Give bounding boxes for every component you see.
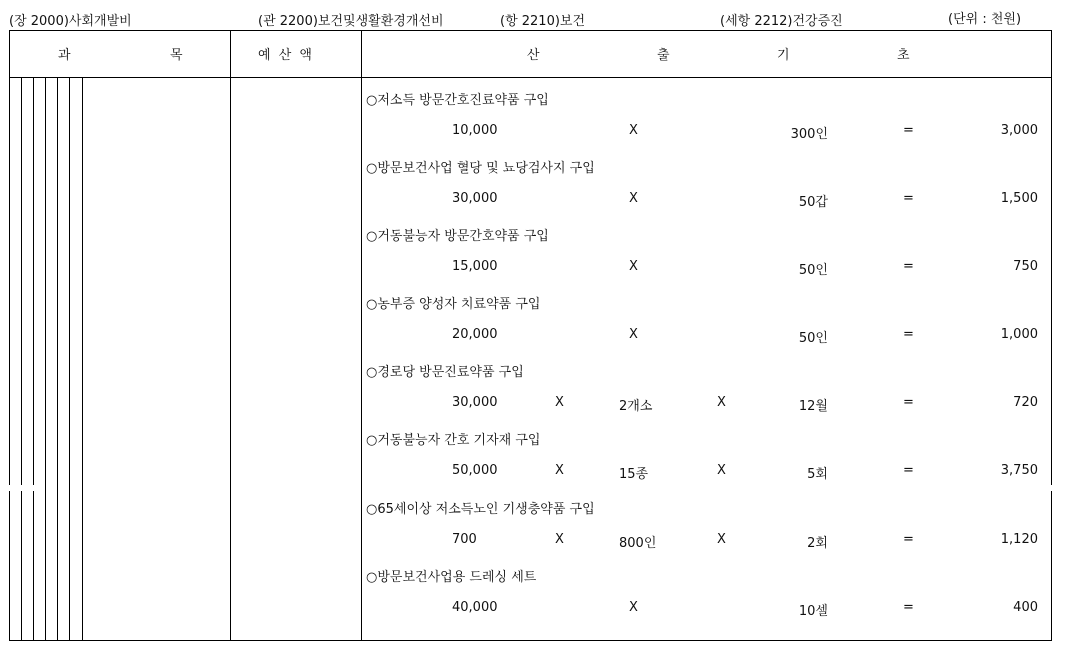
item-amount: 1,120	[1000, 532, 1038, 547]
column-head-budget: 예 산 액	[258, 48, 314, 63]
item-multiply-sign: X	[555, 463, 564, 478]
item-count: 10셀	[798, 604, 828, 619]
column-head-calc-1: 산	[527, 48, 540, 63]
item-quantity: 2개소	[619, 399, 653, 414]
item-equals-sign: =	[903, 395, 914, 410]
item-quantity: 15종	[619, 467, 649, 482]
item-title: ○경로당 방문진료약품 구입	[366, 365, 524, 380]
page-break-gap	[1046, 485, 1062, 491]
item-amount: 3,000	[1000, 123, 1038, 138]
item-unit-price: 10,000	[452, 123, 498, 138]
item-multiply-sign: X	[629, 600, 638, 615]
item-unit-price: 40,000	[452, 600, 498, 615]
item-quantity: 800인	[619, 536, 657, 551]
subject-level-line	[21, 77, 22, 641]
header-hang: (항 2210)보건	[500, 14, 586, 29]
item-title: ○저소득 방문간호진료약품 구입	[366, 93, 549, 108]
column-head-calc-2: 출	[657, 48, 670, 63]
item-multiply-sign: X	[717, 532, 726, 547]
item-count: 50인	[798, 263, 828, 278]
item-count: 2회	[807, 536, 828, 551]
column-head-calc-4: 초	[897, 48, 910, 63]
item-amount: 400	[1013, 600, 1038, 615]
subject-level-line	[57, 77, 58, 641]
item-count: 5회	[807, 467, 828, 482]
item-multiply-sign: X	[555, 395, 564, 410]
column-divider-budget	[361, 30, 362, 641]
item-multiply-sign: X	[629, 123, 638, 138]
header-sehang: (세항 2212)건강증진	[720, 14, 843, 29]
item-equals-sign: =	[903, 259, 914, 274]
header-unit: (단위 : 천원)	[948, 12, 1022, 27]
item-unit-price: 30,000	[452, 191, 498, 206]
header-jang: (장 2000)사회개발비	[9, 14, 132, 29]
column-head-gwamok-1: 과	[58, 48, 71, 63]
item-count: 300인	[790, 127, 828, 142]
item-count: 50인	[798, 331, 828, 346]
column-head-gwamok-2: 목	[170, 48, 183, 63]
item-equals-sign: =	[903, 600, 914, 615]
item-title: ○거동불능자 방문간호약품 구입	[366, 229, 549, 244]
item-count: 50갑	[798, 195, 828, 210]
item-amount: 720	[1013, 395, 1038, 410]
page-break-gap	[4, 485, 34, 491]
subject-level-line	[82, 77, 83, 641]
item-amount: 1,500	[1000, 191, 1038, 206]
item-equals-sign: =	[903, 532, 914, 547]
item-count: 12월	[798, 399, 828, 414]
item-unit-price: 30,000	[452, 395, 498, 410]
item-multiply-sign: X	[629, 259, 638, 274]
item-title: ○방문보건사업 혈당 및 뇨당검사지 구입	[366, 161, 595, 176]
item-multiply-sign: X	[717, 463, 726, 478]
column-head-calc-3: 기	[777, 48, 790, 63]
item-multiply-sign: X	[717, 395, 726, 410]
subject-level-line	[33, 77, 34, 641]
item-amount: 750	[1013, 259, 1038, 274]
item-multiply-sign: X	[555, 532, 564, 547]
item-unit-price: 700	[452, 532, 477, 547]
subject-level-line	[69, 77, 70, 641]
item-amount: 1,000	[1000, 327, 1038, 342]
item-amount: 3,750	[1000, 463, 1038, 478]
item-equals-sign: =	[903, 327, 914, 342]
subject-level-line	[45, 77, 46, 641]
table-header-divider	[9, 77, 1052, 78]
item-equals-sign: =	[903, 463, 914, 478]
item-unit-price: 50,000	[452, 463, 498, 478]
header-gwan: (관 2200)보건및생활환경개선비	[258, 14, 444, 29]
item-title: ○방문보건사업용 드레싱 세트	[366, 570, 537, 585]
item-multiply-sign: X	[629, 327, 638, 342]
item-unit-price: 20,000	[452, 327, 498, 342]
column-divider-gwamok	[230, 30, 231, 641]
item-unit-price: 15,000	[452, 259, 498, 274]
item-title: ○거동불능자 간호 기자재 구입	[366, 433, 541, 448]
item-multiply-sign: X	[629, 191, 638, 206]
item-equals-sign: =	[903, 191, 914, 206]
item-title: ○65세이상 저소득노인 기생충약품 구입	[366, 502, 595, 517]
item-equals-sign: =	[903, 123, 914, 138]
item-title: ○농부증 양성자 치료약품 구입	[366, 297, 541, 312]
